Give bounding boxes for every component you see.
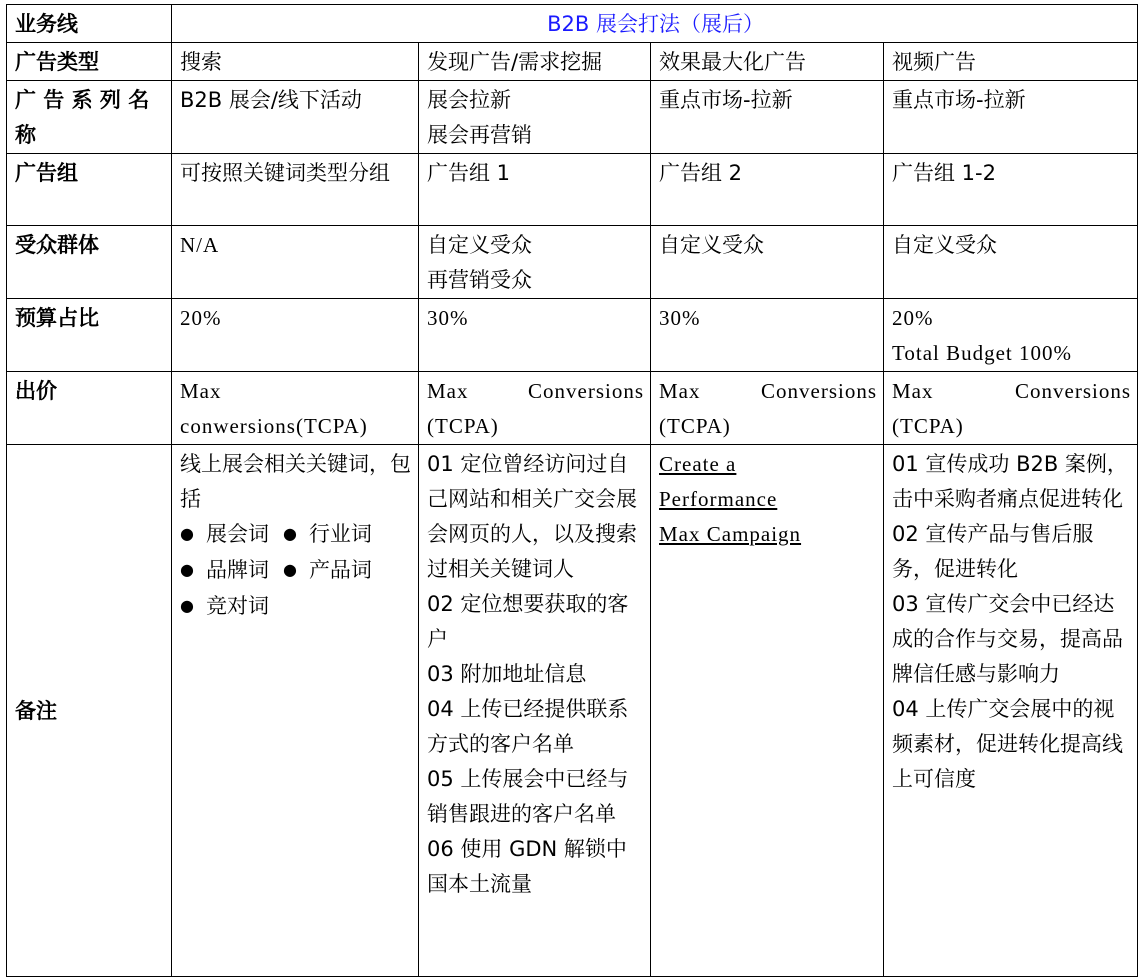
row-notes bbox=[7, 445, 1138, 977]
list-item: ● 品牌词 bbox=[180, 553, 269, 589]
bid-performance-max-line-1: Max Conversions bbox=[659, 379, 877, 403]
bid-performance-max-line-2: (TCPA) bbox=[659, 414, 731, 438]
group-video: 广告组 1-2 bbox=[884, 154, 1138, 226]
bid-discovery-line-1: Max Conversions bbox=[427, 379, 644, 403]
label-ad-group: 广告组 bbox=[7, 154, 172, 226]
row-audience bbox=[7, 226, 1138, 299]
table-title: B2B 展会打法（展后） bbox=[172, 5, 1138, 43]
ad-type-video: 视频广告 bbox=[884, 43, 1138, 81]
budget-video-line-2: Total Budget 100% bbox=[892, 341, 1073, 365]
audience-performance-max: 自定义受众 bbox=[651, 226, 884, 299]
notes-video-item-4: 04 上传广交会展中的视频素材，促进转化提高线上可信度 bbox=[892, 697, 1123, 791]
notes-performance-max bbox=[651, 445, 884, 977]
label-notes: 备注 bbox=[7, 445, 172, 977]
label-series-name bbox=[7, 81, 172, 154]
create-pmax-link-line-3: Max Campaign bbox=[659, 522, 802, 546]
create-pmax-link-line-2: Performance bbox=[659, 487, 778, 511]
series-performance-max: 重点市场-拉新 bbox=[651, 81, 884, 154]
label-business-line: 业务线 bbox=[7, 5, 172, 43]
series-discovery-line-1: 展会拉新 bbox=[427, 88, 511, 112]
label-budget: 预算占比 bbox=[7, 299, 172, 372]
ad-type-performance-max: 效果最大化广告 bbox=[651, 43, 884, 81]
notes-discovery-item-3: 03 附加地址信息 bbox=[427, 662, 587, 686]
row-series-name bbox=[7, 81, 1138, 154]
group-performance-max: 广告组 2 bbox=[651, 154, 884, 226]
bid-discovery-line-2: (TCPA) bbox=[427, 414, 499, 438]
budget-search: 20% bbox=[172, 299, 419, 372]
budget-performance-max: 30% bbox=[651, 299, 884, 372]
notes-video bbox=[884, 445, 1138, 977]
row-ad-group bbox=[7, 154, 1138, 226]
label-series-name-text: 广 告 系 列 名 称 bbox=[15, 88, 150, 147]
budget-video bbox=[884, 299, 1138, 372]
group-discovery: 广告组 1 bbox=[419, 154, 651, 226]
bid-video-line-2: (TCPA) bbox=[892, 414, 964, 438]
list-item: ● 展会词 bbox=[180, 517, 269, 553]
ad-type-discovery: 发现广告/需求挖掘 bbox=[419, 43, 651, 81]
bid-video-line-1: Max Conversions bbox=[892, 379, 1132, 403]
list-item: ● 行业词 bbox=[283, 517, 372, 553]
series-search: B2B 展会/线下活动 bbox=[172, 81, 419, 154]
create-pmax-campaign-link[interactable] bbox=[659, 447, 877, 552]
series-discovery-line-2: 展会再营销 bbox=[427, 123, 532, 147]
notes-discovery-item-4: 04 上传已经提供联系方式的客户名单 bbox=[427, 697, 629, 756]
budget-discovery: 30% bbox=[419, 299, 651, 372]
notes-discovery bbox=[419, 445, 651, 977]
label-audience: 受众群体 bbox=[7, 226, 172, 299]
label-ad-type: 广告类型 bbox=[7, 43, 172, 81]
bid-search bbox=[172, 372, 419, 445]
audience-search: N/A bbox=[172, 226, 419, 299]
row-ad-type bbox=[7, 43, 1138, 81]
bid-performance-max bbox=[651, 372, 884, 445]
notes-video-item-3: 03 宣传广交会中已经达成的合作与交易，提高品牌信任感与影响力 bbox=[892, 592, 1123, 686]
notes-discovery-item-5: 05 上传展会中已经与销售跟进的客户名单 bbox=[427, 767, 629, 826]
label-bid: 出价 bbox=[7, 372, 172, 445]
list-item: ● 产品词 bbox=[283, 553, 372, 589]
ad-type-search: 搜索 bbox=[172, 43, 419, 81]
create-pmax-link-line-1: Create a bbox=[659, 452, 737, 476]
row-business-line bbox=[7, 5, 1138, 43]
notes-video-item-1: 01 宣传成功 B2B 案例，击中采购者痛点促进转化 bbox=[892, 452, 1128, 511]
notes-search-bullets bbox=[180, 517, 412, 625]
series-video: 重点市场-拉新 bbox=[884, 81, 1138, 154]
notes-discovery-item-1: 01 定位曾经访问过自己网站和相关广交会展会网页的人，以及搜索过相关关键词人 bbox=[427, 452, 637, 581]
notes-discovery-item-2: 02 定位想要获取的客户 bbox=[427, 592, 629, 651]
bid-search-line-1: Max bbox=[180, 379, 222, 403]
strategy-table bbox=[6, 4, 1138, 977]
audience-discovery bbox=[419, 226, 651, 299]
bid-video bbox=[884, 372, 1138, 445]
bid-discovery bbox=[419, 372, 651, 445]
row-bid bbox=[7, 372, 1138, 445]
budget-video-line-1: 20% bbox=[892, 306, 934, 330]
list-item: ● 竞对词 bbox=[180, 589, 269, 625]
row-budget bbox=[7, 299, 1138, 372]
series-discovery bbox=[419, 81, 651, 154]
audience-video: 自定义受众 bbox=[884, 226, 1138, 299]
strategy-table-wrapper bbox=[6, 4, 1138, 977]
notes-discovery-item-6: 06 使用 GDN 解锁中国本土流量 bbox=[427, 837, 627, 896]
audience-discovery-line-2: 再营销受众 bbox=[427, 268, 532, 292]
notes-video-item-2: 02 宣传产品与售后服务，促进转化 bbox=[892, 522, 1094, 581]
bid-search-line-2: conwersions(TCPA) bbox=[180, 414, 368, 438]
group-search: 可按照关键词类型分组 bbox=[172, 154, 419, 226]
notes-search-intro: 线上展会相关关键词，包括 bbox=[180, 452, 411, 511]
audience-discovery-line-1: 自定义受众 bbox=[427, 233, 532, 257]
notes-search bbox=[172, 445, 419, 977]
